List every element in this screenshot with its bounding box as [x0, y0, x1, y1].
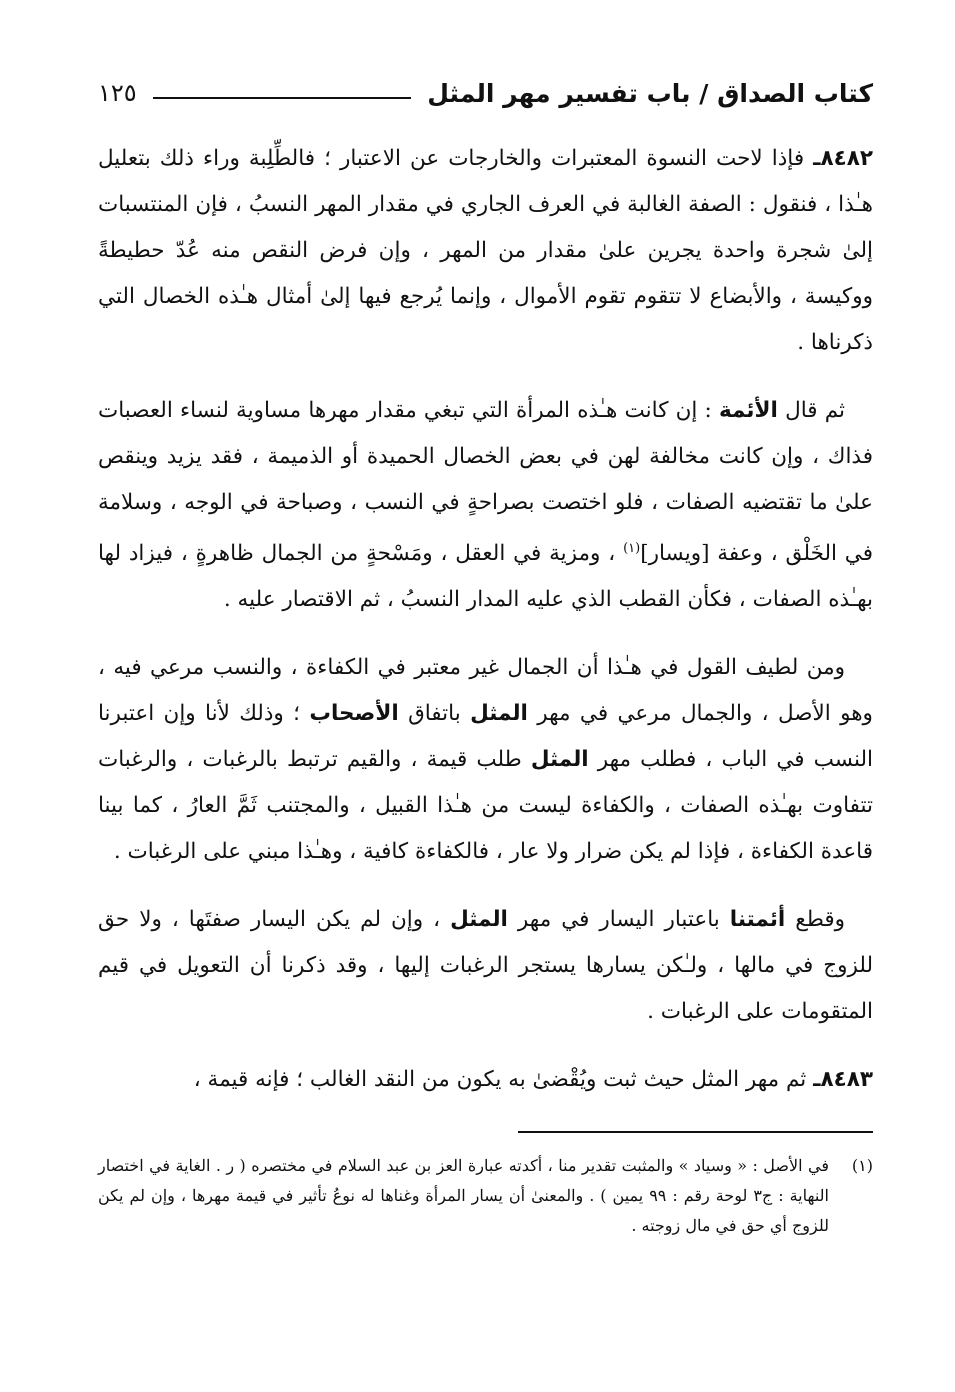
footnote — [98, 1151, 873, 1241]
paragraph-text: وقطع — [795, 907, 846, 933]
paragraph-wealth — [98, 897, 873, 1035]
paragraph-text: طلب قيمة ، والقيم ترتبط بالرغبات ، والرغبات تتفاوت بهـٰذه الصفات ، والكفاءة ليست من هـٰذا القبيل ، والمجتنب ثَمَّ العارُ ، كما بينا قاعدة الكفاءة ، فإذا لم يكن ضرار ولا عار ، فالكفاءة كافية ، وهـٰذا مبني على الرغبات . — [98, 747, 873, 865]
issue-number: ٨٤٨٣ـ — [813, 1067, 873, 1093]
paragraph-8482 — [98, 136, 873, 366]
issue-number: ٨٤٨٢ـ — [813, 146, 873, 171]
bold-term: الأصحاب — [309, 701, 399, 727]
paragraph-text: ؛ وذلك لأنا وإن اعتبرنا النسب في الباب ، فطلب مهر — [98, 701, 873, 773]
footnote-label: (١) — [851, 1156, 873, 1176]
bold-term: أئمتنا — [729, 907, 786, 933]
page-body — [98, 136, 873, 1103]
paragraph-text: ومن لطيف القول في هـٰذا أن الجمال غير معتبر في الكفاءة ، والنسب مرعي فيه ، وهو الأصل ، والجمال مرعي في مهر — [98, 655, 873, 727]
bold-term: المثل — [450, 907, 508, 933]
footnote-reference[interactable]: (١) — [623, 541, 641, 556]
paragraph-text: باتفاق — [408, 701, 461, 727]
footnote-rule — [518, 1131, 873, 1133]
paragraph-text: ثم مهر المثل حيث ثبت ويُقْضىٰ به يكون من النقد الغالب ؛ فإنه قيمة ، — [193, 1067, 807, 1093]
bold-term: المثل — [530, 747, 589, 773]
paragraph-text: : إن كانت هـٰذه المرأة التي تبغي مقدار مهرها مساوية لنساء العصبات فذاك ، وإن كانت مخالفة لهن في بعض الخصال الحميدة أو الذميمة ، فقد يزيد وينقص علىٰ ما تقتضيه الصفات ، فلو اختصت بصراحةٍ في النسب ، وصباحة في الوجه ، وسلامة في الخَلْق ، وعفة [ويسار] — [98, 398, 873, 567]
paragraph-text: ، ومزية في العقل ، ومَسْحةٍ من الجمال ظاهرةٍ ، فيزاد لها بهـٰذه الصفات ، فكأن القطب الذي عليه المدار النسبُ ، ثم الاقتصار عليه . — [98, 541, 873, 613]
paragraph-8483 — [98, 1057, 873, 1103]
paragraph-imams — [98, 388, 873, 623]
paragraph-text: باعتبار اليسار في مهر — [517, 907, 720, 933]
running-head: كتاب الصداق / باب تفسير مهر المثل — [427, 78, 873, 108]
paragraph-text: فإذا لاحت النسوة المعتبرات والخارجات عن الاعتبار ؛ فالطِّلِبة وراء ذلك بتعليل هـٰذا ، فنقول : الصفة الغالبة في العرف الجاري في مقدار المهر النسبُ ، فإن المنتسبات إلىٰ شجرة واحدة يجرين علىٰ مقدار من المهر ، وإن فرض النقص منه عُدّ حطيطةً ووكيسة ، والأبضاع لا تتقوم تقوم الأموال ، وإنما يُرجع فيها إلىٰ أمثال هـٰذه الخصال التي ذكرناها . — [98, 146, 873, 355]
footnote-text: في الأصل : « وسياد » والمثبت تقدير منا ، أكدته عبارة العز بن عبد السلام في مختصره ( ر . الغاية في اختصار النهاية : ج٣ لوحة رقم : ٩٩ يمين ) . والمعنىٰ أن يسار المرأة وغناها له نوعُ تأثير في قيمة مهرها ، وإن لم يكن للزوج أي حق في مال زوجته . — [98, 1156, 829, 1236]
bold-term: المثل — [470, 701, 528, 727]
page-header — [98, 72, 873, 114]
page-number: ١٢٥ — [98, 79, 137, 107]
bold-term: الأئمة — [718, 398, 778, 423]
header-rule — [153, 97, 412, 99]
paragraph-beauty — [98, 645, 873, 875]
paragraph-text: ، وإن لم يكن اليسار صفتَها ، ولا حق للزوج في مالها ، ولـٰكن يسارها يستجر الرغبات إليها ، وقد ذكرنا أن التعويل في قيم المتقومات على الرغبات . — [98, 907, 873, 1025]
paragraph-lead: ثم قال — [785, 398, 845, 423]
book-page — [98, 72, 873, 1241]
